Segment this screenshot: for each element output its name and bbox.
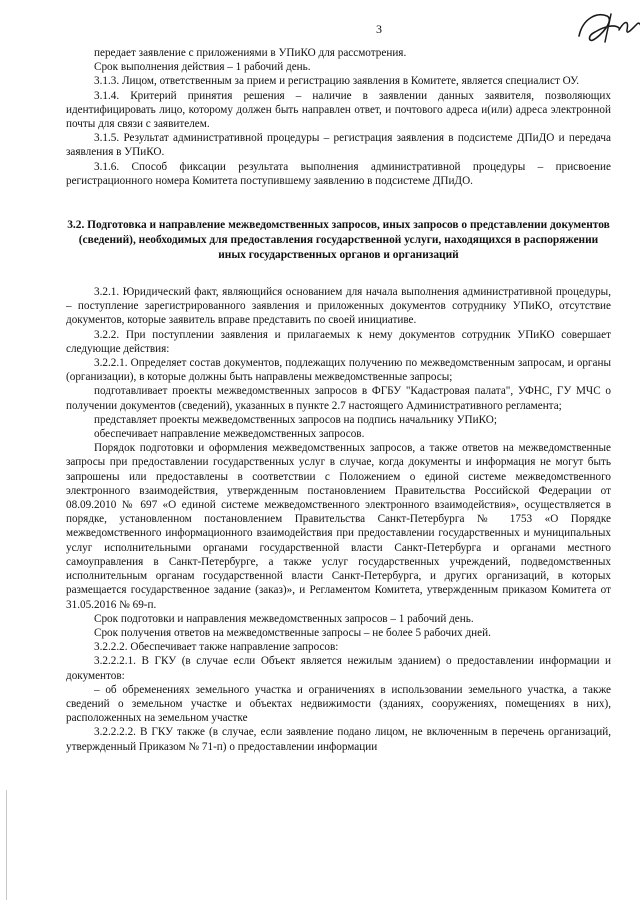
paragraph: представляет проекты межведомственных запросов на подпись начальнику УПиКО; (94, 413, 497, 426)
page-number: 3 (376, 22, 382, 36)
paragraph: обеспечивает направление межведомственных запросов. (94, 428, 365, 441)
paragraph: Срок подготовки и направления межведомственных запросов – 1 рабочий день. (94, 612, 474, 625)
paragraph: – об обременениях земельного участка и ограничениях в использовании земельного участка, а также сведений о земельном участке и объектах недвижимости (зданиях, сооружениях, помещениях в них), расположенных на земельном участке (66, 683, 611, 725)
scan-edge-line (6, 790, 7, 900)
paragraph-3-2-2: 3.2.2. При поступлении заявления и прилагаемых к нему документов сотрудник УПиКО совершает следующие действия: (66, 328, 611, 355)
paragraph: Срок получения ответов на межведомственные запросы – не более 5 рабочих дней. (94, 626, 491, 639)
paragraph: подготавливает проекты межведомственных запросов в ФГБУ "Кадастровая палата", УФНС, ГУ МЧС о получении документов (сведений), указанных в пункте 2.7 настоящего Административного регламента; (66, 385, 611, 412)
paragraph-procedure: Порядок подготовки и оформления межведомственных запросов, а также ответов на межведомственные запросы при предоставлении государственных услуг в случае, когда документы и информация не могут быть запрошены или предоставлены в соответствии с Положением о единой системе межведомственного электронного взаимодействия, утвержденным постановлением Правительства Российской Федерации от 08.09.2010 № 697 «О единой системе межведомственного электронного взаимодействия», осуществляется в порядке, установленном постановлением Правительства Санкт-Петербурга № 1753 «О Порядке межведомственного информационного взаимодействия при предоставлении государственных и муниципальных услуг исполнительными органами государственной власти Санкт-Петербурга и органами местного самоуправления в Санкт-Петербурге, а также услуг государственных учреждений, подведомственных исполнительным органам государственной власти Санкт-Петербурга, и других организаций, в которых размещается государственное задание (заказ)», и Регламентом Комитета, утвержденным приказом Комитета от 31.05.2016 № 69-п. (66, 442, 611, 611)
paragraph-3-2-1: 3.2.1. Юридический факт, являющийся основанием для начала выполнения административной процедуры, – поступление зарегистрированного заявления и приложенных документов сотруднику УПиКО, отсутствие документов, которые заявитель вправе представить по своей инициативе. (66, 286, 611, 327)
paragraph-3-2-2-2: 3.2.2.2. Обеспечивает также направление запросов: (94, 641, 339, 654)
paragraph-3-1-4: 3.1.4. Критерий принятия решения – наличие в заявлении данных заявителя, позволяющих идентифицировать лицо, которому должен быть направлен ответ, и почтового адреса и(или) адреса электронной почты для связи с заявителем. (66, 89, 611, 131)
signature-icon (571, 6, 640, 48)
paragraph-3-1-5: 3.1.5. Результат административной процедуры – регистрация заявления в подсистеме ДПиДО и передача заявления в УПиКО. (66, 132, 611, 159)
paragraph-3-2-2-2-1: 3.2.2.2.1. В ГКУ (в случае если Объект является нежилым зданием) о предоставлении информации и документов: (66, 655, 611, 682)
paragraph-3-2-2-2-2: 3.2.2.2.2. В ГКУ также (в случае, если заявление подано лицом, не включенным в перечень организаций, утвержденный Приказом № 71-п) о предоставлении информации (66, 726, 611, 753)
paragraph: передает заявление с приложениями в УПиКО для рассмотрения. (94, 47, 407, 59)
document-body (66, 46, 611, 754)
paragraph-3-1-6: 3.1.6. Способ фиксации результата выполнения административной процедуры – присвоение регистрационного номера Комитета поступившему заявлению в подсистеме ДПиДО. (66, 160, 611, 187)
paragraph-3-1-3: 3.1.3. Лицом, ответственным за прием и регистрацию заявления в Комитете, является специалист ОУ. (94, 75, 580, 88)
paragraph-3-2-2-1: 3.2.2.1. Определяет состав документов, подлежащих получению по межведомственным запросам, и органы (организации), в которые должны быть направлены межведомственные запросы; (66, 357, 611, 384)
section-heading-3-2: 3.2. Подготовка и направление межведомственных запросов, иных запросов о представлении документов (сведений), необходимых для предоставления государственной услуги, находящихся в распоряжении иных государственных органов и организаций (67, 219, 610, 262)
paragraph: Срок выполнения действия – 1 рабочий день. (94, 61, 311, 74)
